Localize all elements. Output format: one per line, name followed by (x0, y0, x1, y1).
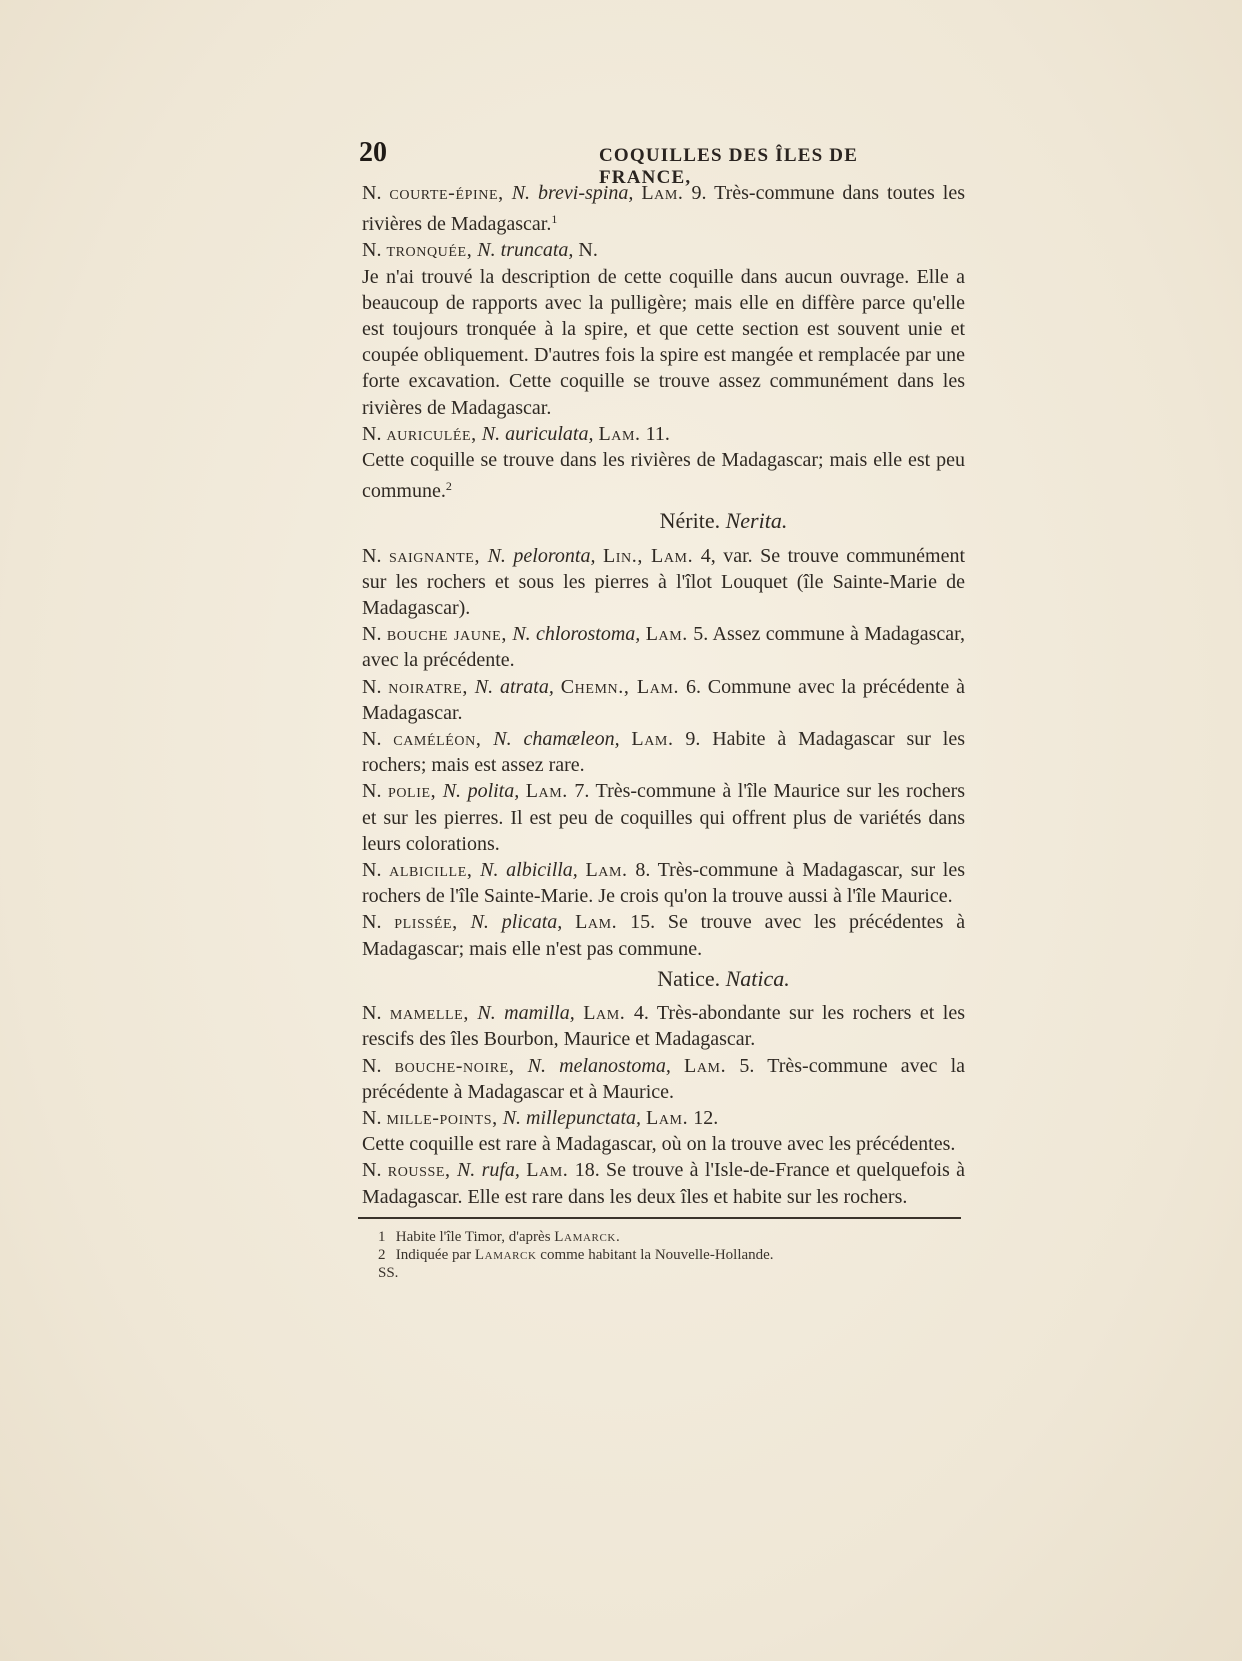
entry-plissee (362, 909, 965, 961)
entry-genus-abbr: N. (512, 623, 531, 646)
entry-authority: Lam. (631, 728, 674, 751)
section-heading-nerite (482, 508, 965, 534)
entry-abbr: N. (362, 859, 382, 882)
entry-authority: Lam. (684, 1054, 727, 1077)
entry-latin-name: truncata, (500, 239, 574, 262)
entry-abbr: N. (362, 182, 382, 204)
section-french: Nérite. (659, 508, 721, 534)
entry-genus-abbr: N. (470, 911, 489, 934)
entry-authority: N. (578, 239, 598, 262)
entry-tronquee (362, 237, 965, 263)
entry-authority: Lam. (646, 1106, 689, 1129)
entry-bouche-jaune (362, 621, 965, 673)
entry-genus-abbr: N. (502, 1106, 522, 1129)
footnotes (378, 1228, 938, 1282)
entry-french-name: mamelle, (389, 1002, 469, 1025)
entry-genus-abbr: N. (481, 422, 501, 445)
entry-authority: Chemn., Lam. (560, 675, 680, 698)
entry-genus-abbr: N. (487, 544, 506, 567)
entry-polie (362, 778, 965, 857)
entry-albicille (362, 857, 965, 909)
entry-mille-points-text: Cette coquille est rare à Madagascar, où on la trouve avec les précédentes. (362, 1133, 956, 1156)
entry-authority: Lam. (641, 182, 684, 204)
entry-authority: Lam. (585, 859, 628, 882)
entry-text: 9. Très-commune dans toutes les rivières de Madagascar. (362, 182, 966, 236)
entry-authority: Lam. (525, 780, 568, 803)
entry-mille-points (362, 1105, 965, 1131)
running-title: COQUILLES DES ÎLES DE FRANCE, (599, 145, 859, 188)
entry-authority: Lam. (526, 1159, 569, 1182)
entry-genus-abbr: N. (480, 859, 499, 882)
entry-text: 4, var. Se trouve communément sur les rochers et sous les pierres à l'îlot Louquet (île Sainte-Marie de Madagascar). (362, 544, 966, 620)
entry-french-name: tronquée, (386, 239, 473, 262)
entry-latin-name: rufa, (481, 1159, 520, 1182)
entry-latin-name: brevi-spina, (538, 182, 634, 204)
entry-auriculee (362, 421, 965, 447)
entry-bouche-noire (362, 1053, 965, 1105)
entry-french-name: polie, (387, 780, 437, 803)
entry-french-name: noiratre, (388, 675, 468, 698)
entry-genus-abbr: N. (477, 239, 496, 262)
footnote-number: 2 (378, 1247, 386, 1263)
entry-text: 9. Habite à Madagascar sur les rochers; mais est assez rare. (362, 728, 965, 777)
entry-abbr: N. (362, 780, 382, 803)
entry-abbr: N. (362, 675, 382, 698)
entry-abbr: N. (362, 239, 382, 262)
entry-latin-name: mamilla, (504, 1002, 575, 1025)
entry-rousse (362, 1157, 965, 1209)
entry-tronquee-text: Je n'ai trouvé la description de cette coquille dans aucun ouvrage. Elle a beaucoup de rapports avec la pulligère; mais elle en diffère parce qu'elle est toujours tronquée à la spire, et que cette section est souvent unie et coupée obliquement. D'autres fois la spire est mangée et remplacée par une forte excavation. Cette coquille se trouve assez communément dans les rivières de Madagascar. (362, 265, 965, 419)
footnote-continuation: SS. (378, 1265, 399, 1281)
footnote-authority: Lamarck. (554, 1229, 621, 1245)
entry-french-name: mille-points, (386, 1106, 498, 1129)
footnote-ref: 1 (551, 212, 558, 227)
footnote-text: comme habitant la Nouvelle-Hollande. (540, 1247, 774, 1263)
entry-cameleon (362, 726, 965, 778)
entry-genus-abbr: N. (511, 182, 531, 204)
paragraph-text: Cette coquille se trouve dans les rivières de Madagascar; mais elle est peu commune. (362, 449, 965, 503)
entry-text: 11. (645, 422, 670, 445)
entry-french-name: rousse, (387, 1159, 451, 1182)
entry-authority: Lam. (598, 422, 641, 445)
entry-text: 8. Très-commune à Madagascar, sur les rochers de l'île Sainte-Marie. Je crois qu'on la trouve aussi à l'île Maurice. (362, 859, 966, 908)
entry-authority: Lam. (575, 911, 618, 934)
entry-mamelle (362, 1000, 965, 1052)
entry-text: 5. Assez commune à Madagascar, avec la précédente. (362, 623, 966, 672)
entry-courte-epine (362, 180, 965, 237)
entry-latin-name: melanostoma, (559, 1054, 671, 1077)
entry-french-name: auriculée, (386, 422, 477, 445)
entry-genus-abbr: N. (493, 728, 512, 751)
entry-latin-name: chlorostoma, (536, 623, 641, 646)
entry-genus-abbr: N. (474, 675, 494, 698)
entry-french-name: saignante, (388, 544, 481, 567)
entry-french-name: courte-épine, (389, 182, 504, 204)
entry-text: 7. Très-commune à l'île Maurice sur les rochers et sur les pierres. Il est peu de coquilles qui offrent plus de variétés dans leurs colorations. (362, 780, 966, 855)
entry-french-name: caméléon, (393, 728, 482, 751)
footnote-1 (378, 1228, 938, 1246)
entry-abbr: N. (362, 728, 382, 751)
entry-text: 15. Se trouve avec les précédentes à Madagascar; mais elle n'est pas commune. (362, 911, 966, 960)
entry-text: 6. Commune avec la précédente à Madagascar. (362, 675, 966, 724)
section-latin: Natica. (725, 965, 790, 991)
entry-text: 4. Très-abondante sur les rochers et les rescifs des îles Bourbon, Maurice et Madagascar. (362, 1002, 966, 1051)
entry-abbr: N. (362, 1054, 382, 1077)
footnote-text: Indiquée par (395, 1247, 472, 1263)
footnote-2 (378, 1246, 938, 1264)
entry-latin-name: millepunctata, (526, 1106, 642, 1129)
entry-genus-abbr: N. (527, 1054, 546, 1077)
entry-french-name: bouche jaune, (386, 623, 507, 646)
footnote-rule (358, 1217, 961, 1219)
entry-french-name: bouche-noire, (394, 1054, 515, 1077)
entry-latin-name: chamæleon, (523, 728, 620, 751)
entry-authority: Lam. (645, 623, 688, 646)
section-latin: Nerita. (725, 508, 788, 534)
footnote-text: Habite l'île Timor, d'après (395, 1229, 551, 1245)
entry-abbr: N. (362, 1159, 382, 1182)
entry-text: 18. Se trouve à l'Isle-de-France et quelquefois à Madagascar. Elle est rare dans les deux îles et habite sur les rochers. (362, 1159, 966, 1208)
entry-abbr: N. (362, 544, 382, 567)
entry-authority: Lin., Lam. (602, 544, 694, 567)
footnote-ref: 2 (445, 479, 452, 494)
entry-saignante (362, 543, 965, 622)
entry-text: 5. Très-commune avec la précédente à Madagascar et à Maurice. (362, 1054, 966, 1103)
entry-latin-name: auriculata, (505, 422, 594, 445)
entry-auriculee-text (362, 447, 965, 504)
entry-abbr: N. (362, 1106, 382, 1129)
entry-french-name: albicille, (389, 859, 473, 882)
footnote-authority: Lamarck (474, 1247, 537, 1263)
entry-authority: Lam. (583, 1002, 626, 1025)
section-heading-natice (482, 966, 965, 992)
page-body (362, 180, 965, 1210)
entry-latin-name: plicata, (501, 911, 563, 934)
entry-genus-abbr: N. (456, 1159, 476, 1182)
entry-noiratre (362, 674, 965, 726)
entry-genus-abbr: N. (477, 1002, 496, 1025)
page-header (359, 137, 949, 188)
entry-french-name: plissée, (394, 911, 458, 934)
entry-latin-name: atrata, (499, 675, 554, 698)
entry-genus-abbr: N. (442, 780, 462, 803)
entry-abbr: N. (362, 911, 382, 934)
entry-latin-name: peloronta, (513, 544, 596, 567)
entry-text: 12. (693, 1106, 719, 1129)
section-french: Natice. (657, 965, 721, 991)
entry-abbr: N. (362, 422, 382, 445)
entry-latin-name: polita, (467, 780, 520, 803)
page-number: 20 (359, 137, 387, 168)
entry-abbr: N. (362, 1002, 382, 1025)
entry-abbr: N. (362, 623, 382, 646)
entry-latin-name: albicilla, (506, 859, 578, 882)
footnote-number: 1 (378, 1229, 386, 1245)
